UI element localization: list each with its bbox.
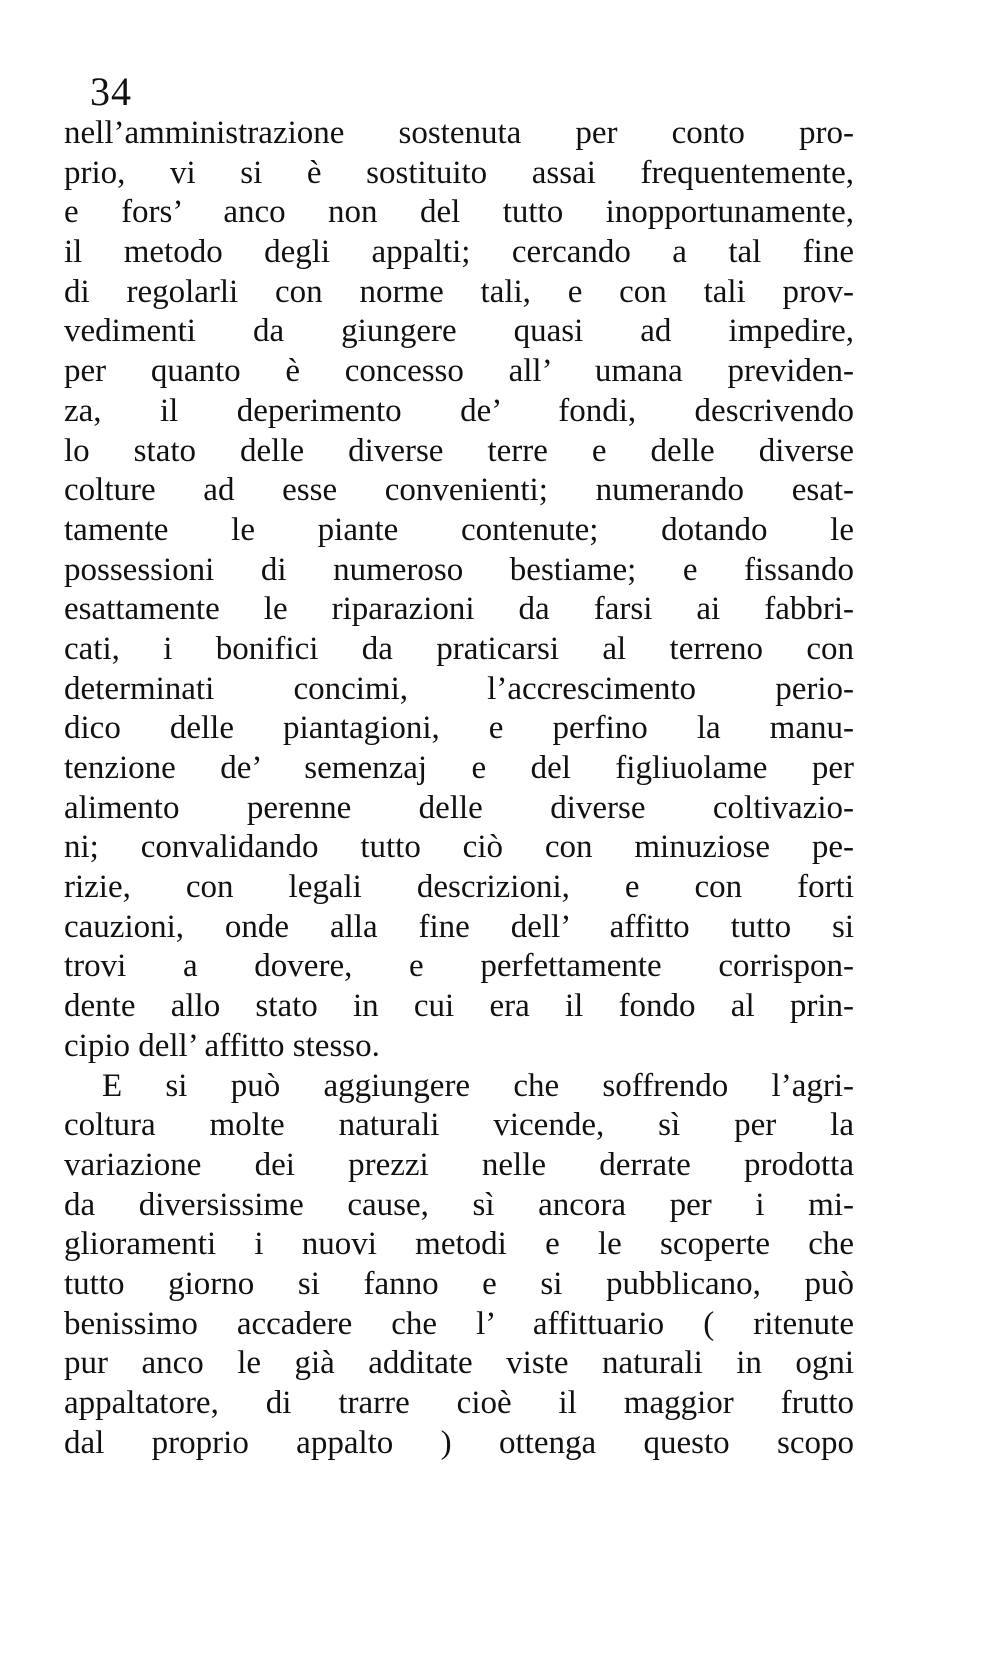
text-line: za, il deperimento de’ fondi, descrivendo (64, 392, 854, 429)
text-line: rizie, con legali descrizioni, e con forti (64, 869, 854, 906)
text-line: di regolarli con norme tali, e con tali prov- (64, 273, 854, 310)
text-line: alimento perenne delle diverse coltivazio- (64, 789, 854, 826)
text-line: vedimenti da giungere quasi ad impedire, (64, 313, 854, 350)
text-line: dente allo stato in cui era il fondo al prin- (64, 988, 854, 1025)
text-line: tenzione de’ semenzaj e del figliuolame per (64, 750, 854, 786)
paragraph-last-line: cipio dell’ affitto stesso. (64, 1027, 380, 1064)
text-line: e fors’ anco non del tutto inopportunamente, (64, 194, 854, 231)
text-line: nell’amministrazione sostenuta per conto pro- (64, 115, 854, 151)
text-line: glioramenti i nuovi metodi e le scoperte che (64, 1226, 854, 1263)
text-line: variazione dei prezzi nelle derrate prodotta (64, 1146, 854, 1183)
text-line: appaltatore, di trarre cioè il maggior frutto (64, 1385, 854, 1421)
text-line: tamente le piante contenute; dotando le (64, 511, 854, 548)
text-line: dico delle piantagioni, e perfino la manu- (64, 710, 854, 747)
text-line: ni; convalidando tutto ciò con minuziose pe- (64, 829, 854, 866)
text-line: dal proprio appalto ) ottenga questo scopo (64, 1424, 854, 1461)
text-line: pur anco le già additate viste naturali in ogni (64, 1345, 854, 1382)
text-line: tutto giorno si fanno e si pubblicano, può (64, 1265, 854, 1302)
text-line: cauzioni, onde alla fine dell’ affitto tutto si (64, 908, 854, 945)
text-line: benissimo accadere che l’ affittuario ( ritenute (64, 1305, 854, 1342)
text-line: esattamente le riparazioni da farsi ai fabbri- (64, 591, 854, 628)
body-text (64, 114, 854, 1463)
text-line: da diversissime cause, sì ancora per i mi- (64, 1186, 854, 1223)
text-line: trovi a dovere, e perfettamente corrispon- (64, 948, 854, 985)
text-line: determinati concimi, l’accrescimento perio- (64, 670, 854, 707)
page-number: 34 (90, 69, 132, 114)
text-line: cati, i bonifici da praticarsi al terreno con (64, 630, 854, 667)
text-line: colture ad esse convenienti; numerando esat- (64, 472, 854, 509)
text-line: il metodo degli appalti; cercando a tal fine (64, 234, 854, 271)
paragraph-first-line: E si può aggiungere che soffrendo l’agri- (102, 1067, 854, 1104)
text-line: lo stato delle diverse terre e delle diverse (64, 432, 854, 469)
text-line: prio, vi si è sostituito assai frequentemente, (64, 154, 854, 191)
text-line: possessioni di numeroso bestiame; e fissando (64, 551, 854, 588)
text-line: per quanto è concesso all’ umana previden- (64, 353, 854, 390)
text-line: coltura molte naturali vicende, sì per la (64, 1107, 854, 1144)
